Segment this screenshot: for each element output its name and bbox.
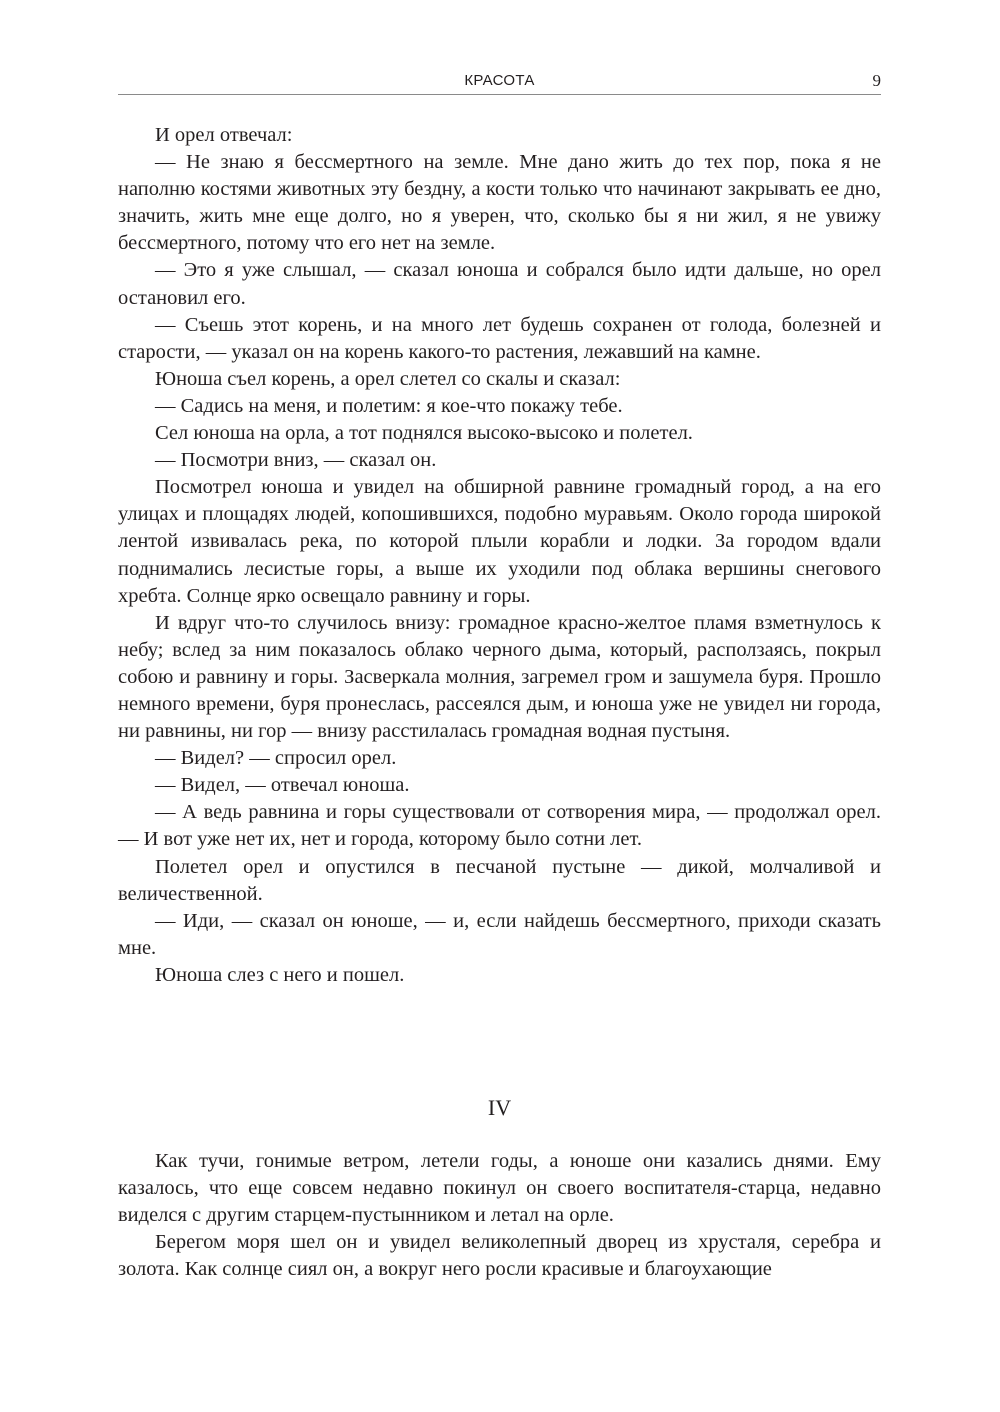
page-header xyxy=(118,64,881,95)
running-title: КРАСОТА xyxy=(464,72,535,89)
paragraph: Юноша слез с него и пошел. xyxy=(155,963,405,986)
page-number: 9 xyxy=(872,71,881,90)
paragraph: — Видел, — отвечал юноша. xyxy=(155,774,410,797)
paragraph: — Садись на меня, и полетим: я кое-что покажу тебе. xyxy=(155,394,623,417)
section-heading: IV xyxy=(487,1095,512,1120)
paragraph: — А ведь равнина и горы существовали от сотворения мира, — продолжал орел. — И вот уже нет их, нет и города, которому было сотни лет. xyxy=(118,801,881,851)
paragraph: Полетел орел и опустился в песчаной пустыне — дикой, молчаливой и величественной. xyxy=(118,855,881,905)
paragraph: — Посмотри вниз, — сказал он. xyxy=(155,449,437,472)
paragraph: Как тучи, гонимые ветром, летели годы, а юноше они казались днями. Ему казалось, что еще совсем недавно покинул он своего воспитателя-старца, недавно виделся с другим старцем-пустынником и летал на орле. xyxy=(118,1150,881,1227)
paragraph: И орел отвечал: xyxy=(155,124,293,146)
paragraph: Посмотрел юноша и увидел на обширной равнине громадный город, а на его улицах и площадях людей, копошившихся, подобно муравьям. Около города широкой лентой извивалась река, по которой плыли корабли и лодки. За городом вдали поднимались лесистые горы, а выше их уходили под облака вершины снегового хребта. Солнце ярко освещало равнину и горы. xyxy=(118,476,881,607)
text-block-after xyxy=(118,1148,881,1283)
paragraph: — Съешь этот корень, и на много лет будешь сохранен от голода, болезней и старости, — указал он на корень какого-то растения, лежавший на камне. xyxy=(118,313,881,363)
paragraph: И вдруг что-то случилось внизу: громадное красно-желтое пламя взметнулось к небу; вслед за ним показалось облако черного дыма, который, расползаясь, покрыл собою и равнину и горы. Засверкала молния, загремел гром и зашумела буря. Прошло немного времени, буря пронеслась, рассеялся дым, и юноша уже не увидел ни города, ни равнины, ни гор — внизу расстилалась громадная водная пустыня. xyxy=(118,611,881,743)
paragraph: Сел юноша на орла, а тот поднялся высоко-высоко и полетел. xyxy=(155,422,693,445)
paragraph: — Не знаю я бессмертного на земле. Мне дано жить до тех пор, пока я не наполню костями животных эту бездну, а кости только что начинают закрывать ее дно, значить, жить мне еще долго, но я уверен, что, сколько бы я ни жил, я не увижу бессмертного, потому что его нет на земле. xyxy=(118,151,881,255)
paragraph: Юноша съел корень, а орел слетел со скалы и сказал: xyxy=(155,367,621,390)
text-block-before xyxy=(118,122,881,989)
paragraph: Берегом моря шел он и увидел великолепный дворец из хрусталя, серебра и золота. Как солнце сиял он, а вокруг него росли красивые и благоухающие xyxy=(118,1231,881,1281)
paragraph: — Видел? — спросил орел. xyxy=(155,747,397,770)
paragraph: — Иди, — сказал он юноше, — и, если найдешь бессмертного, приходи сказать мне. xyxy=(118,909,881,959)
paragraph: — Это я уже слышал, — сказал юноша и собрался было идти дальше, но орел остановил его. xyxy=(118,259,881,309)
